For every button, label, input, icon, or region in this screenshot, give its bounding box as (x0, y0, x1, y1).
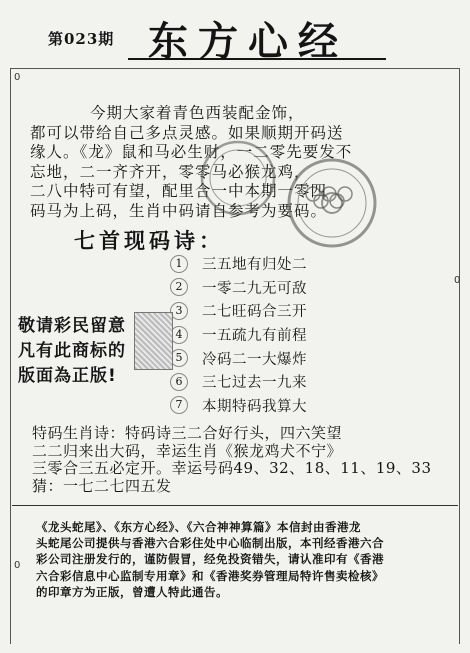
lottery-line: 三零合三五必定开。幸运号码49、32、18、11、19、33 (32, 459, 432, 477)
section-divider (12, 505, 458, 506)
circled-number: 4 (170, 326, 188, 344)
poem-text: 冷码二一大爆炸 (202, 351, 307, 368)
title-underline (128, 58, 386, 60)
trademark-badge-image (134, 312, 173, 370)
footer-line: 六合彩信息中心监制专用章》和《香港奖券管理局特许售卖检核》 (36, 568, 384, 583)
poem-text: 一零二九无可敌 (202, 280, 307, 297)
poem-text: 本期特码我算大 (202, 398, 307, 415)
poem-text: 三五地有归处二 (202, 257, 307, 274)
notice-line: 敬请彩民留意 (18, 316, 126, 336)
poem-line (170, 299, 380, 323)
lottery-line: 猜：一七二七四五发 (32, 476, 172, 495)
poem-line (170, 276, 380, 300)
poem-heading: 七首现码诗： (74, 228, 224, 253)
footer-line: 彩公司注册发行的，谨防假冒，经免投资错失，请认准印有《香港 (36, 552, 384, 567)
notice-line: 版面為正版! (18, 366, 117, 386)
poem-list (170, 252, 380, 417)
poem-text: 一五疏九有前程 (202, 328, 307, 345)
footer-line: 头蛇尾公司提供与香港六合彩住处中心临制出版，本刊经香港六合 (36, 536, 384, 551)
poem-text: 三七过去一九来 (202, 375, 307, 392)
intro-paragraph (30, 104, 450, 222)
issue-number: 第023期 (48, 30, 115, 48)
lottery-section (32, 425, 462, 495)
footer-line: 的印章方为正版，曾遭人特此通告。 (36, 584, 228, 599)
poem-line (170, 323, 380, 347)
poem-line (170, 394, 380, 418)
corner-mark-right: 0 (454, 275, 461, 286)
footer-disclaimer (36, 519, 456, 600)
authenticity-notice (18, 314, 126, 389)
poem-text: 二七旺码合三开 (202, 304, 307, 321)
intro-line: 都可以带给自己多点灵感。如果顺期开码送 (30, 123, 344, 142)
poem-line (170, 346, 380, 370)
intro-line: 缘人。《龙》鼠和马必生财，一二零先要发不 (30, 143, 353, 162)
corner-mark-top-left: 0 (14, 72, 21, 83)
circled-number: 3 (170, 302, 188, 320)
circled-number: 2 (170, 278, 188, 296)
poem-line (170, 370, 380, 394)
intro-line: 今期大家着青色西装配金饰， (90, 104, 305, 122)
footer-line: 《龙头蛇尾》、《东方心经》、《六合神神算篇》本信封由香港龙 (36, 520, 361, 534)
lottery-line: 特码生肖诗：特码诗三二合好行头，四六笑望 (32, 424, 343, 442)
corner-mark-bottom-left: 0 (14, 560, 21, 571)
page-title: 东方心经 (148, 19, 348, 65)
notice-line: 凡有此商标的 (18, 341, 126, 361)
circled-number: 1 (170, 255, 188, 273)
lottery-line: 二二归来出大码，幸运生肖《猴龙鸡犬不宁》 (32, 441, 343, 460)
circled-number: 7 (170, 396, 188, 414)
circled-number: 6 (170, 373, 188, 391)
poem-line (170, 252, 380, 276)
intro-line: 忘地，二一齐齐开，零零马必猴龙鸡， (30, 162, 311, 181)
intro-line: 码马为上码，生肖中码请自参考为要码。 (30, 201, 328, 220)
circled-number: 5 (170, 349, 188, 367)
intro-line: 二八中特可有望，配里合一中本期一零四 (30, 182, 328, 201)
